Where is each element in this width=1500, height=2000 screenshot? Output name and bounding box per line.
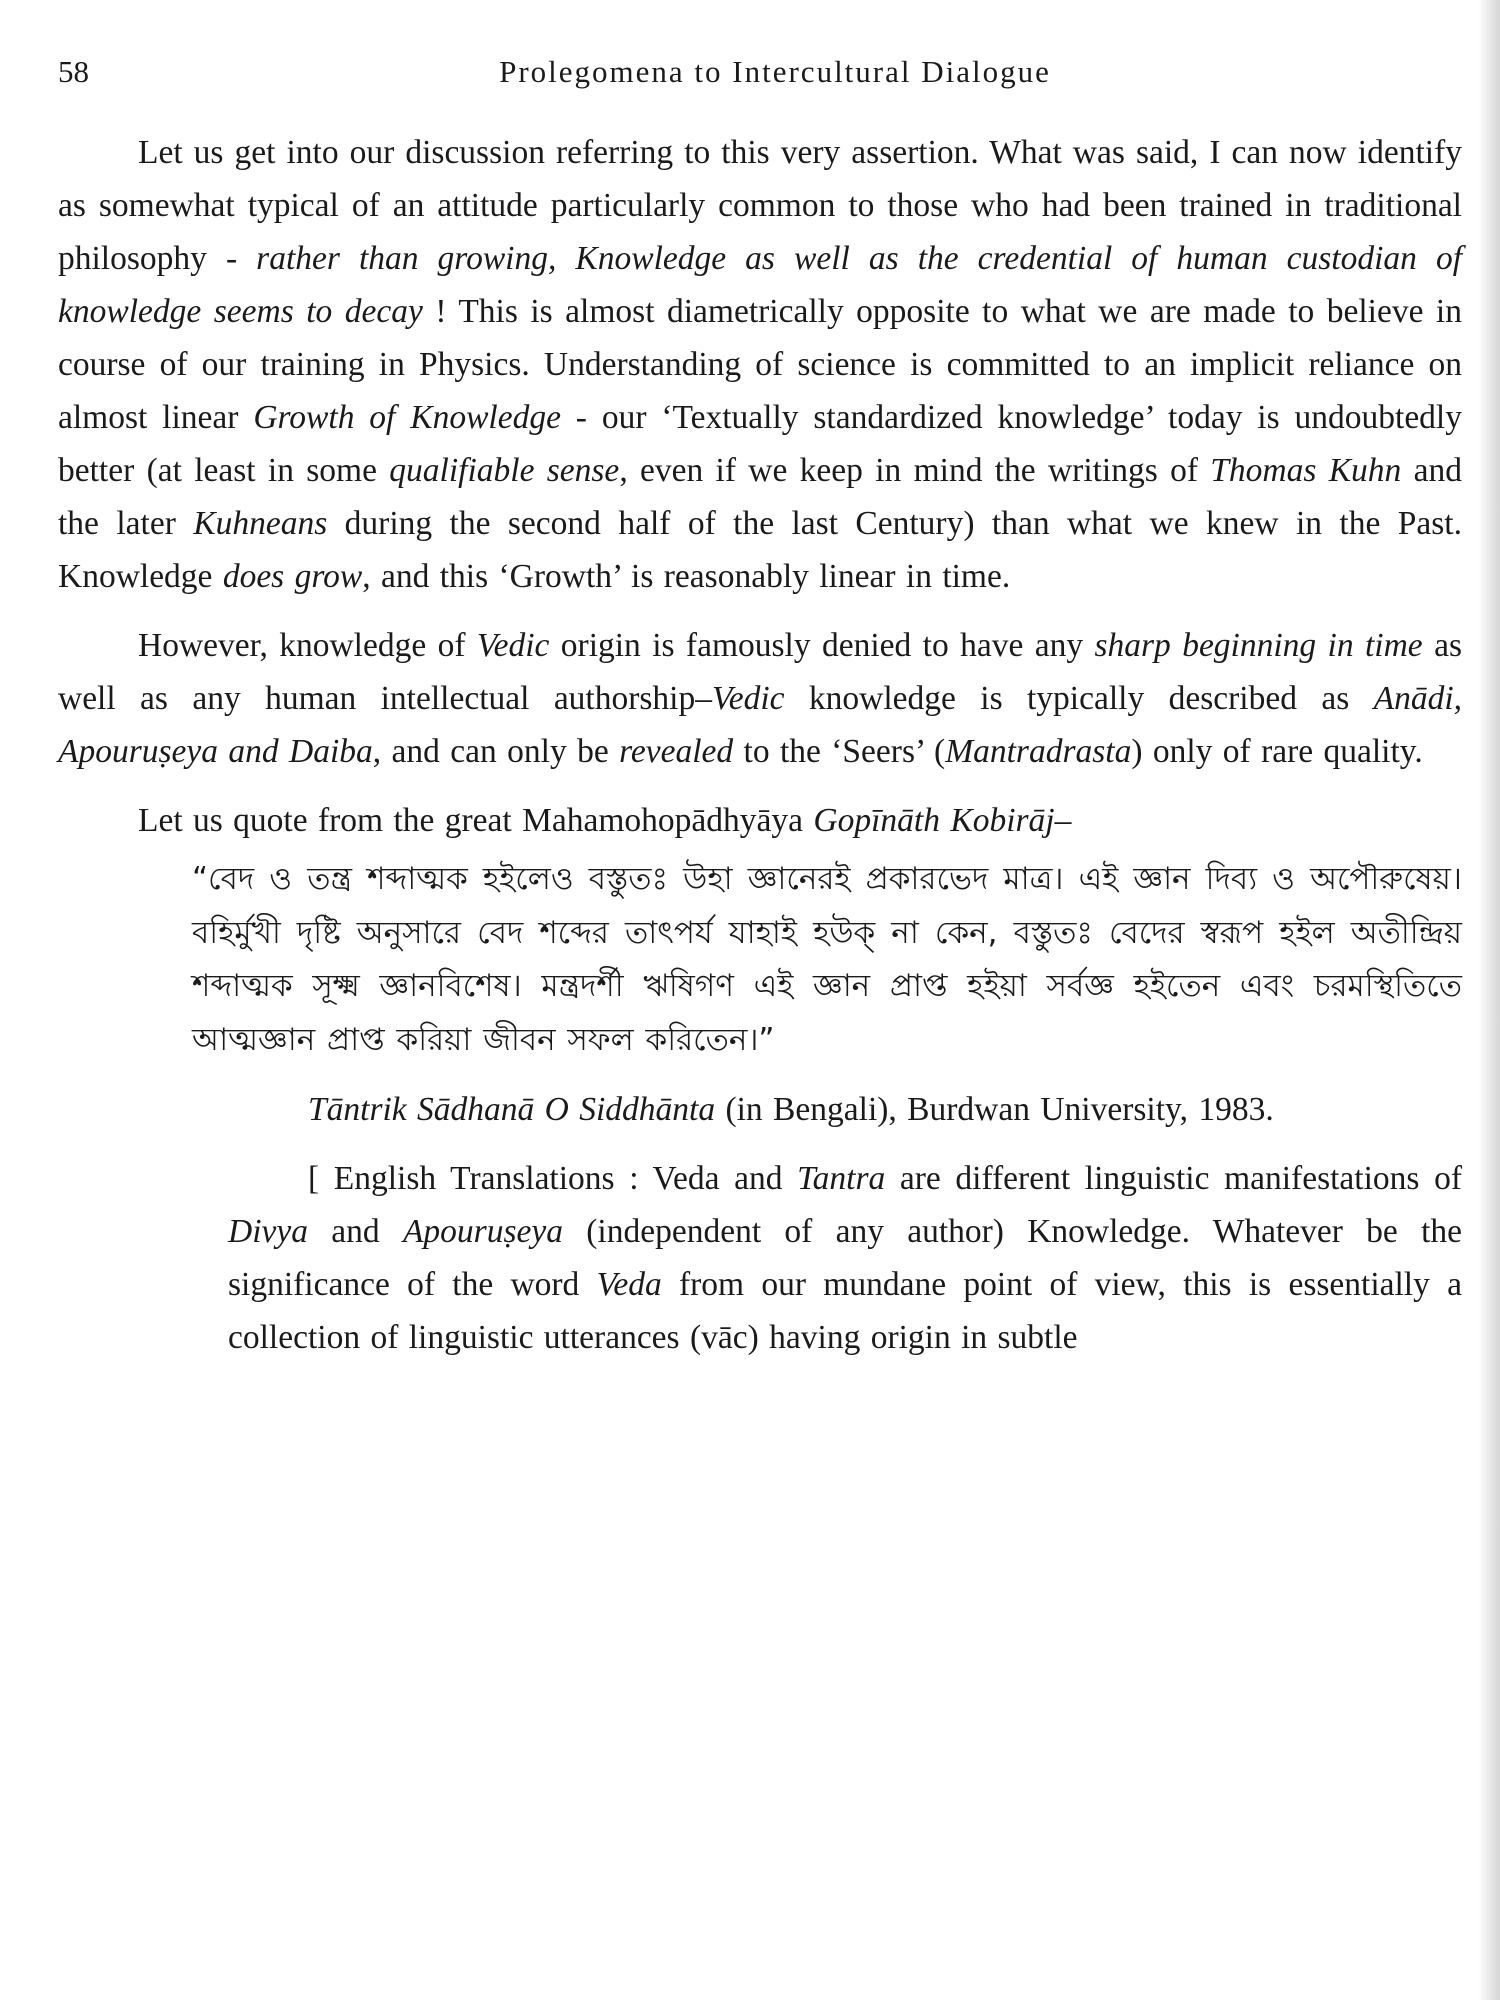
- translation-emphasis-4: Veda: [596, 1266, 662, 1303]
- page-edge-shadow: [1478, 0, 1500, 2000]
- p2-emphasis-4: Anādi, Apouruṣeya and Daiba: [58, 680, 1463, 770]
- paragraph-3: [58, 794, 1462, 847]
- p1-emphasis-2: Growth of Knowledge: [253, 399, 561, 436]
- paragraph-1: [58, 126, 1462, 603]
- translation-text-3: and: [308, 1213, 403, 1250]
- english-translation: [228, 1152, 1462, 1364]
- p1-emphasis-4: Thomas Kuhn: [1210, 452, 1402, 489]
- paragraph-2: [58, 619, 1462, 778]
- p2-text-3: as well as any human intellectual authorship–: [58, 627, 1462, 717]
- translation-text-4: (independent of any author) Knowledge. Whatever be the significance of the word: [228, 1213, 1463, 1303]
- p1-text-2: ! This is almost diametrically opposite to what we are made to believe in course of our training in Physics. Understanding of science is committed to an implicit reliance on almost linear: [58, 293, 1462, 436]
- translation-emphasis-2: Divya: [228, 1213, 308, 1250]
- p1-emphasis-5: Kuhneans: [193, 505, 328, 542]
- p1-text-1: Let us get into our discussion referring to this very assertion. What was said, I can now identify as somewhat typical of an attitude particularly common to those who had been trained in traditional philosophy -: [58, 134, 1462, 277]
- translation-text-2: are different linguistic manifestations of: [885, 1160, 1462, 1197]
- p2-text-1: However, knowledge of: [138, 627, 477, 664]
- p1-text-5: and the later: [58, 452, 1462, 542]
- p2-text-4: knowledge is typically described as: [784, 680, 1374, 717]
- page-body: [58, 126, 1462, 1364]
- p2-emphasis-1: Vedic: [476, 627, 550, 664]
- p1-text-7: , and this ‘Growth’ is reasonably linear in time.: [362, 558, 1011, 595]
- p2-text-2: origin is famously denied to have any: [549, 627, 1095, 664]
- p3-text-1: Let us quote from the great Mahamohopādhyāya: [138, 802, 814, 839]
- translation-emphasis-3: Apouruṣeya: [402, 1213, 563, 1250]
- p2-emphasis-6: Mantradrasta: [945, 733, 1132, 770]
- p2-emphasis-3: Vedic: [712, 680, 785, 717]
- p1-text-3: - our ‘Textually standardized knowledge’ today is undoubtedly better (at least in some: [58, 399, 1462, 489]
- bengali-quote: “বেদ ও তন্ত্র শব্দাত্মক হইলেও বস্তুতঃ উহা জ্ঞানেরই প্রকারভেদ মাত্র। এই জ্ঞান দিব্য ও অপৌরুষেয়। বহির্মুখী দৃষ্টি অনুসারে বেদ শব্দের তাৎপর্য যাহাই হউক্ না কেন, বস্তুতঃ বেদের স্বরূপ হইল অতীন্দ্রিয় শব্দাত্মক সূক্ষ্ম জ্ঞানবিশেষ। মন্ত্রদর্শী ঋষিগণ এই জ্ঞান প্রাপ্ত হইয়া সর্বজ্ঞ হইতেন এবং চরমস্থিতিতে আত্মজ্ঞান প্রাপ্ত করিয়া জীবন সফল করিতেন।”: [192, 861, 1462, 1058]
- p1-emphasis-6: does grow: [222, 558, 363, 595]
- translation-emphasis-1: Tantra: [797, 1160, 886, 1197]
- p1-emphasis-1: rather than growing, Knowledge as well as the credential of human custodian of knowledge seems to decay: [58, 240, 1463, 330]
- translation-text-5: from our mundane point of view, this is essentially a collection of linguistic utterances (vāc) having origin in subtle: [228, 1266, 1462, 1356]
- p2-text-6: to the ‘Seers’ (: [733, 733, 946, 770]
- p2-text-5: , and can only be: [372, 733, 620, 770]
- p3-emphasis-1: Gopīnāth Kobirāj: [813, 802, 1055, 839]
- citation-title: Tāntrik Sādhanā O Siddhānta: [308, 1091, 716, 1128]
- translation-text-1: [ English Translations : Veda and: [308, 1160, 798, 1197]
- p1-text-6: during the second half of the last Century) than what we knew in the Past. Knowledge: [58, 505, 1462, 595]
- citation: [228, 1083, 1462, 1136]
- p1-text-4: , even if we keep in mind the writings of: [619, 452, 1211, 489]
- p2-emphasis-5: revealed: [619, 733, 734, 770]
- page-number: 58: [58, 54, 89, 89]
- page-header: [58, 54, 1462, 98]
- p2-emphasis-2: sharp beginning in time: [1094, 627, 1423, 664]
- p2-text-7: ) only of rare quality.: [1131, 733, 1423, 770]
- p3-text-2: –: [1054, 802, 1072, 839]
- citation-text: (in Bengali), Burdwan University, 1983.: [715, 1091, 1274, 1128]
- p1-emphasis-3: qualifiable sense: [389, 452, 620, 489]
- running-title: Prolegomena to Intercultural Dialogue: [499, 54, 1051, 89]
